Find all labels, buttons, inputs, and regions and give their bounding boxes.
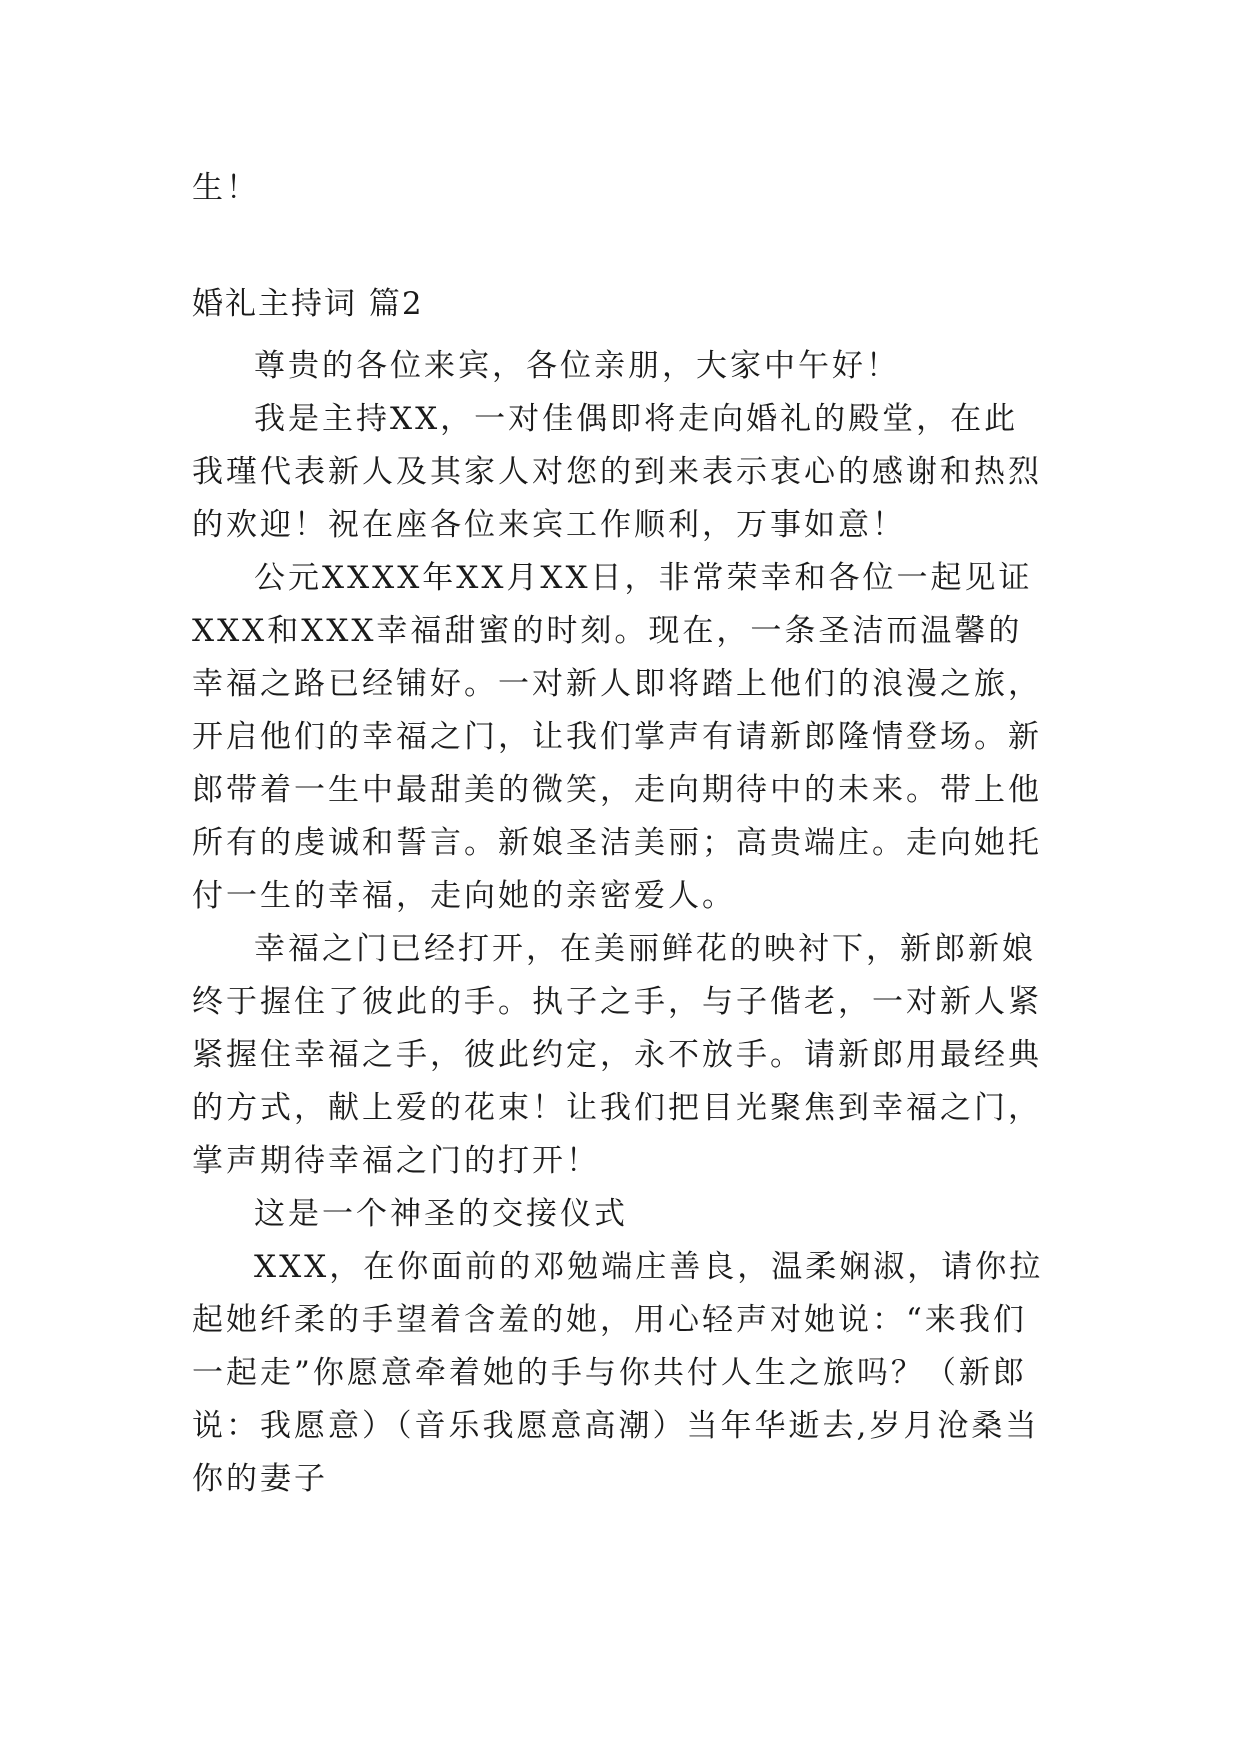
paragraph-vow: XXX，在你面前的邓勉端庄善良，温柔娴淑，请你拉起她纤柔的手望着含羞的她，用心轻声对她说：“来我们一起走”你愿意牵着她的手与你共付人生之旅吗？（新郎说：我愿意）（音乐我愿意高潮）当年华逝去,岁月沧桑当你的妻子: [192, 1249, 1044, 1497]
paragraph-greeting: 尊贵的各位来宾，各位亲朋，大家中午好！: [254, 348, 900, 384]
continued-text: 生！: [192, 170, 260, 206]
body-text: [192, 340, 1052, 1506]
paragraph-handover-ceremony: 这是一个神圣的交接仪式: [254, 1196, 628, 1232]
paragraph-door-of-happiness: 幸福之门已经打开，在美丽鲜花的映衬下，新郎新娘终于握住了彼此的手。执子之手，与子偕老，一对新人紧紧握住幸福之手，彼此约定，永不放手。请新郎用最经典的方式，献上爱的花束！让我们把目光聚焦到幸福之门，掌声期待幸福之门的打开！: [192, 931, 1042, 1179]
paragraph-date-witness: 公元XXXX年XX月XX日，非常荣幸和各位一起见证XXX和XXX幸福甜蜜的时刻。现在，一条圣洁而温馨的幸福之路已经铺好。一对新人即将踏上他们的浪漫之旅，开启他们的幸福之门，让我们掌声有请新郎隆情登场。新郎带着一生中最甜美的微笑，走向期待中的未来。带上他所有的虔诚和誓言。新娘圣洁美丽；高贵端庄。走向她托付一生的幸福，走向她的亲密爱人。: [192, 560, 1042, 914]
paragraph-host-intro: 我是主持XX，一对佳偶即将走向婚礼的殿堂，在此我瑾代表新人及其家人对您的到来表示衷心的感谢和热烈的欢迎！祝在座各位来宾工作顺利，万事如意！: [192, 401, 1042, 543]
section-title: 婚礼主持词 篇2: [192, 286, 424, 322]
